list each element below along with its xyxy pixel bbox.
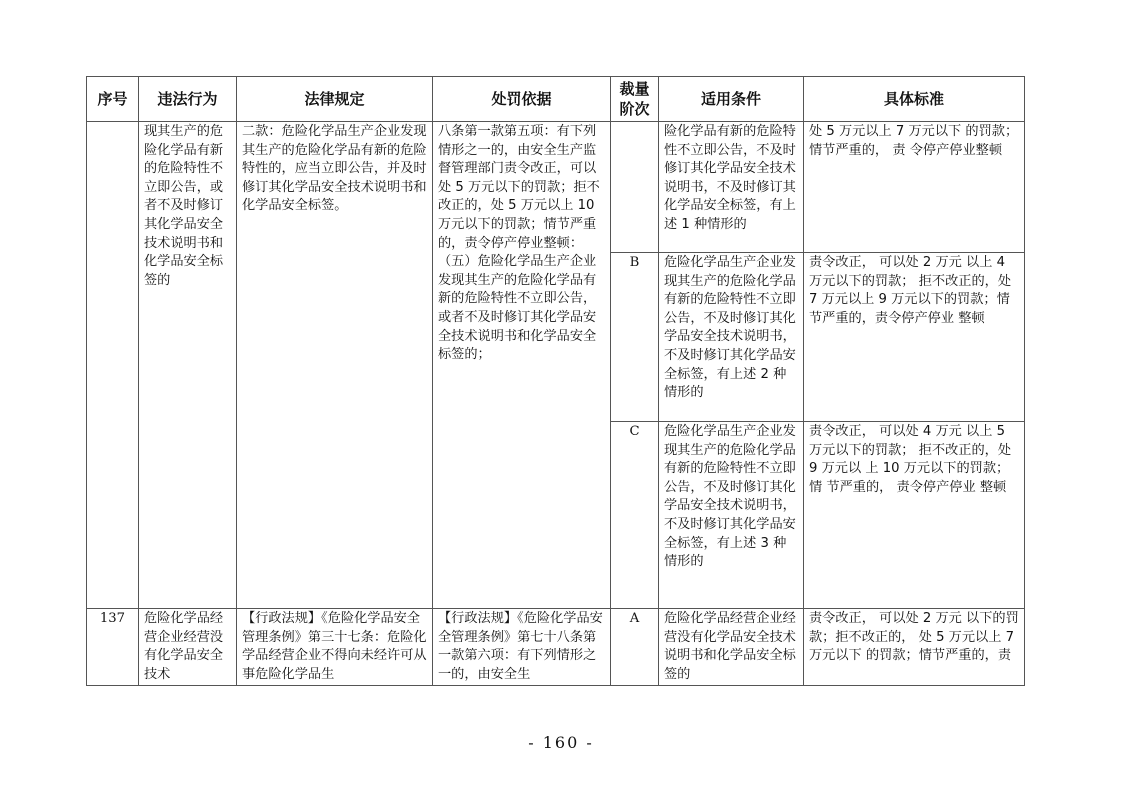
cell-law: 二款：危险化学品生产企业发现其生产的危险化学品有新的危险特性的，应当立即公告，并及时修订其化学品安全技术说明书和化学品安全标签。 xyxy=(237,122,433,609)
cell-number: 137 xyxy=(87,609,139,686)
cell-standard: 责令改正， 可以处 2 万元 以下的罚款；拒不改正的， 处 5 万元以上 7 万元以下 的罚款；情节严重的，责 xyxy=(804,609,1025,686)
cell-standard: 责令改正， 可以处 2 万元 以上 4 万元以下的罚款； 拒不改正的，处 7 万元以上 9 万元以下的罚款；情 节严重的，责令停产停业 整顿 xyxy=(804,253,1025,422)
header-law: 法律规定 xyxy=(237,77,433,122)
table-row xyxy=(87,609,1025,686)
cell-violation: 现其生产的危险化学品有新的危险特性不立即公告，或者不及时修订其化学品安全技术说明书和化学品安全标签的 xyxy=(139,122,237,609)
penalty-table xyxy=(86,76,1025,686)
cell-standard: 责令改正， 可以处 4 万元 以上 5 万元以下的罚款； 拒不改正的，处 9 万元以 上 10 万元以下的罚款；情 节严重的， 责令停产停业 整顿 xyxy=(804,422,1025,609)
cell-violation: 危险化学品经营企业经营没有化学品安全技术 xyxy=(139,609,237,686)
cell-number xyxy=(87,122,139,609)
header-condition: 适用条件 xyxy=(659,77,804,122)
cell-basis: 【行政法规】《危险化学品安全管理条例》第七十八条第一款第六项：有下列情形之一的，由安全生 xyxy=(433,609,611,686)
cell-law: 【行政法规】《危险化学品安全管理条例》第三十七条：危险化学品经营企业不得向未经许可从事危险化学品生 xyxy=(237,609,433,686)
cell-condition: 险化学品有新的危险特性不立即公告，不及时修订其化学品安全技术说明书，不及时修订其化学品安全标签，有上述 1 种情形的 xyxy=(659,122,804,253)
cell-grade xyxy=(611,122,659,253)
cell-basis: 八条第一款第五项：有下列情形之一的，由安全生产监督管理部门责令改正，可以处 5 万元以下的罚款；拒不改正的，处 5 万元以上 10 万元以下的罚款；情节严重的，责令停产停业整顿：（五）危险化学品生产企业发现其生产的危险化学品有新的危险特性不立即公告，或者不及时修订其化学品安全技术说明书和化学品安全标签的； xyxy=(433,122,611,609)
cell-grade: A xyxy=(611,609,659,686)
header-row xyxy=(87,77,1025,122)
table-row xyxy=(87,122,1025,253)
cell-standard: 处 5 万元以上 7 万元以下 的罚款； 情节严重的， 责 令停产停业整顿 xyxy=(804,122,1025,253)
cell-condition: 危险化学品生产企业发现其生产的危险化学品有新的危险特性不立即公告，不及时修订其化学品安全技术说明书，不及时修订其化学品安全标签，有上述 3 种情形的 xyxy=(659,422,804,609)
page-number: - 160 - xyxy=(528,733,594,752)
cell-condition: 危险化学品经营企业经营没有化学品安全技术说明书和化学品安全标签的 xyxy=(659,609,804,686)
header-standard: 具体标准 xyxy=(804,77,1025,122)
header-number: 序号 xyxy=(87,77,139,122)
header-grade: 裁量阶次 xyxy=(611,77,659,122)
header-violation: 违法行为 xyxy=(139,77,237,122)
cell-grade: C xyxy=(611,422,659,609)
cell-grade: B xyxy=(611,253,659,422)
cell-condition: 危险化学品生产企业发现其生产的危险化学品有新的危险特性不立即公告，不及时修订其化学品安全技术说明书，不及时修订其化学品安全标签，有上述 2 种情形的 xyxy=(659,253,804,422)
header-basis: 处罚依据 xyxy=(433,77,611,122)
